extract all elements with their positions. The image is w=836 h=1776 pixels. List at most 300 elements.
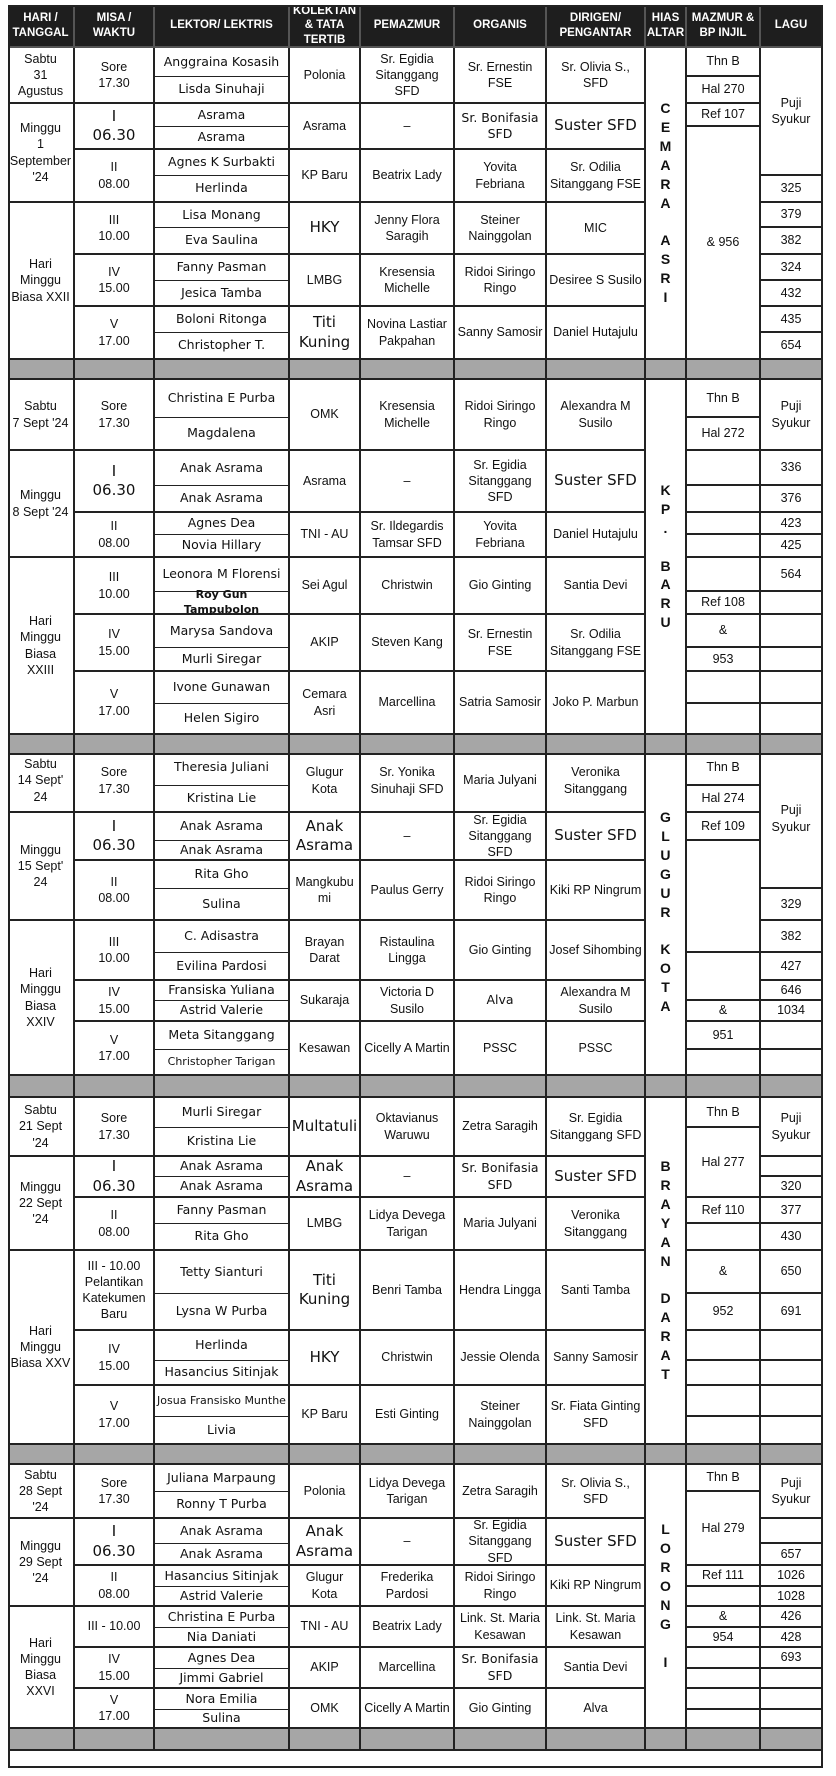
kolektan-cell: HKY <box>290 1331 361 1386</box>
separator-row <box>290 1729 361 1751</box>
mazmur-cell <box>687 1331 761 1361</box>
lektor-name: Agnes K Surbakti <box>155 150 290 176</box>
pemazmur-cell: Cicelly A Martin <box>361 1689 455 1729</box>
mazmur-cell: 953 <box>687 648 761 672</box>
pemazmur-cell: Benri Tamba <box>361 1251 455 1331</box>
separator-row <box>75 1076 155 1098</box>
pemazmur-cell: Kresensia Michelle <box>361 380 455 451</box>
separator-row <box>687 1076 761 1098</box>
day-cell: Minggu 8 Sept '24 <box>8 451 75 558</box>
organis-cell: Gio Ginting <box>455 558 547 615</box>
lektor-name: Astrid Valerie <box>155 1587 290 1607</box>
pemazmur-cell: Sr. Ildegardis Tamsar SFD <box>361 513 455 558</box>
lektor-name: Lisa Monang <box>155 203 290 228</box>
lektor-name: Fanny Pasman <box>155 255 290 281</box>
pemazmur-cell: Sr. Yonika Sinuhaji SFD <box>361 750 455 813</box>
lektor-name: Rita Gho <box>155 1224 290 1251</box>
lagu-cell: 693 <box>761 1648 823 1669</box>
lagu-cell <box>761 1361 823 1386</box>
dirigen-cell: Joko P. Marbun <box>547 672 646 735</box>
separator-row <box>761 1729 823 1751</box>
mazmur-cell: Hal 272 <box>687 418 761 451</box>
mass-time: V 17.00 <box>75 672 155 735</box>
separator-row <box>761 360 823 380</box>
mass-time: I 06.30 <box>75 1519 155 1566</box>
mazmur-cell <box>687 558 761 592</box>
organis-cell: Sanny Samosir <box>455 307 547 360</box>
mazmur-cell <box>687 1648 761 1669</box>
mazmur-cell <box>687 1050 761 1076</box>
organis-cell: Ridoi Siringo Ringo <box>455 1566 547 1607</box>
hias-altar-cell: K P . B A R U <box>646 380 687 735</box>
mazmur-cell: Ref 111 <box>687 1566 761 1587</box>
lagu-cell: Puji Syukur <box>761 380 823 451</box>
lektor-name: Agnes Dea <box>155 1648 290 1669</box>
dirigen-cell: Sr. Olivia S., SFD <box>547 1465 646 1519</box>
header-dirigen: DIRIGEN/ PENGANTAR <box>547 5 646 48</box>
header-kolektan: KOLEKTAN & TATA TERTIB <box>290 5 361 48</box>
lektor-name: Fransiska Yuliana <box>155 981 290 1001</box>
organis-cell: Steiner Nainggolan <box>455 203 547 255</box>
hias-altar-cell: C E M A R A A S R I <box>646 48 687 360</box>
day-cell: Sabtu 31 Agustus <box>8 48 75 104</box>
kolektan-cell: OMK <box>290 1689 361 1729</box>
lagu-cell: Puji Syukur <box>761 1098 823 1157</box>
mazmur-cell: Hal 279 <box>687 1492 761 1566</box>
lektor-name: Novia Hillary <box>155 535 290 558</box>
mazmur-cell <box>687 704 761 735</box>
day-cell: Minggu 29 Sept '24 <box>8 1519 75 1607</box>
lektor-name: Christopher Tarigan <box>155 1050 290 1076</box>
mass-time: IV 15.00 <box>75 615 155 672</box>
kolektan-cell: OMK <box>290 380 361 451</box>
organis-cell: Alva <box>455 981 547 1022</box>
mazmur-cell <box>687 1361 761 1386</box>
lektor-name: Sulina <box>155 889 290 921</box>
lagu-cell: 423 <box>761 513 823 535</box>
lektor-name: Murli Siregar <box>155 648 290 672</box>
mass-time: V 17.00 <box>75 307 155 360</box>
lagu-cell <box>761 592 823 615</box>
separator-row <box>547 1076 646 1098</box>
separator-row <box>687 360 761 380</box>
mass-time: Sore 17.30 <box>75 1465 155 1519</box>
mazmur-cell: Ref 108 <box>687 592 761 615</box>
pemazmur-cell: Lidya Devega Tarigan <box>361 1198 455 1251</box>
kolektan-cell: TNI - AU <box>290 513 361 558</box>
separator-row <box>155 1445 290 1465</box>
mass-time: II 08.00 <box>75 1198 155 1251</box>
dirigen-cell: Daniel Hutajulu <box>547 513 646 558</box>
hias-altar-cell: G L U G U R K O T A <box>646 750 687 1076</box>
lagu-cell <box>761 1022 823 1050</box>
kolektan-cell: Cemara Asri <box>290 672 361 735</box>
lektor-name: Magdalena <box>155 418 290 451</box>
lagu-cell: 430 <box>761 1224 823 1251</box>
mazmur-cell: 951 <box>687 1022 761 1050</box>
kolektan-cell: LMBG <box>290 1198 361 1251</box>
dirigen-cell: Alva <box>547 1689 646 1729</box>
organis-cell: Gio Ginting <box>455 1689 547 1729</box>
organis-cell: Sr. Bonifasia SFD <box>455 1648 547 1689</box>
mass-time: III - 10.00 <box>75 1607 155 1648</box>
lektor-name: Herlinda <box>155 176 290 203</box>
organis-cell: Hendra Lingga <box>455 1251 547 1331</box>
organis-cell: Satria Samosir <box>455 672 547 735</box>
separator-row <box>547 360 646 380</box>
mazmur-cell: Hal 274 <box>687 786 761 813</box>
lektor-name: Lysna W Purba <box>155 1294 290 1331</box>
day-cell: Hari Minggu Biasa XXVI <box>8 1607 75 1729</box>
separator-row <box>455 1445 547 1465</box>
day-cell: Sabtu 28 Sept '24 <box>8 1465 75 1519</box>
separator-row <box>646 1445 687 1465</box>
mass-time: IV 15.00 <box>75 1331 155 1386</box>
lagu-cell <box>761 672 823 704</box>
pemazmur-cell: Victoria D Susilo <box>361 981 455 1022</box>
separator-row <box>361 1445 455 1465</box>
mazmur-cell: & 956 <box>687 127 761 360</box>
lagu-cell: 426 <box>761 1607 823 1628</box>
mazmur-cell <box>687 672 761 704</box>
lektor-name: Hasancius Sitinjak <box>155 1566 290 1587</box>
lektor-name: Nora Emilia <box>155 1689 290 1710</box>
lektor-name: Roy Gun Tampubolon <box>155 592 290 615</box>
lagu-cell: 657 <box>761 1544 823 1566</box>
mass-time: III 10.00 <box>75 558 155 615</box>
separator-row <box>761 1445 823 1465</box>
kolektan-cell: Glugur Kota <box>290 1566 361 1607</box>
day-cell: Hari Minggu Biasa XXIII <box>8 558 75 735</box>
mass-time: I 06.30 <box>75 104 155 150</box>
pemazmur-cell: Novina Lastiar Pakpahan <box>361 307 455 360</box>
lektor-name: Anak Asrama <box>155 841 290 861</box>
lagu-cell: 1034 <box>761 1001 823 1022</box>
day-cell: Hari Minggu Biasa XXII <box>8 203 75 360</box>
mazmur-cell: Ref 109 <box>687 813 761 841</box>
organis-cell: Maria Julyani <box>455 750 547 813</box>
header-pemazmur: PEMAZMUR <box>361 5 455 48</box>
separator-row <box>361 1729 455 1751</box>
separator-row <box>290 360 361 380</box>
organis-cell: Ridoi Siringo Ringo <box>455 255 547 307</box>
mazmur-cell <box>687 953 761 1001</box>
lektor-name: Jimmi Gabriel <box>155 1669 290 1689</box>
mass-time: II 08.00 <box>75 861 155 921</box>
separator-row <box>547 1729 646 1751</box>
organis-cell: Sr. Egidia Sitanggang SFD <box>455 1519 547 1566</box>
mazmur-cell <box>687 535 761 558</box>
separator-row <box>155 360 290 380</box>
organis-cell: Sr. Ernestin FSE <box>455 48 547 104</box>
pemazmur-cell: Ristaulina Lingga <box>361 921 455 981</box>
lektor-name: Christopher T. <box>155 333 290 360</box>
pemazmur-cell: Esti Ginting <box>361 1386 455 1445</box>
lagu-cell: 425 <box>761 535 823 558</box>
pemazmur-cell: Frederika Pardosi <box>361 1566 455 1607</box>
kolektan-cell: Mangkubu mi <box>290 861 361 921</box>
kolektan-cell: AKIP <box>290 1648 361 1689</box>
dirigen-cell: Santi Tamba <box>547 1251 646 1331</box>
lektor-name: Fanny Pasman <box>155 1198 290 1224</box>
lektor-name: Anak Asrama <box>155 1157 290 1177</box>
dirigen-cell: Veronika Sitanggang <box>547 1198 646 1251</box>
dirigen-cell: Santia Devi <box>547 558 646 615</box>
lektor-name: Meta Sitanggang <box>155 1022 290 1050</box>
lagu-cell: 382 <box>761 228 823 255</box>
mass-time: Sore 17.30 <box>75 1098 155 1157</box>
mass-time: Sore 17.30 <box>75 750 155 813</box>
separator-row <box>155 1076 290 1098</box>
separator-row <box>646 360 687 380</box>
lektor-name: Anak Asrama <box>155 486 290 513</box>
day-cell: Minggu 1 September '24 <box>8 104 75 203</box>
pemazmur-cell: – <box>361 1157 455 1198</box>
organis-cell: Sr. Egidia Sitanggang SFD <box>455 451 547 513</box>
lektor-name: Boloni Ritonga <box>155 307 290 333</box>
dirigen-cell: Josef Sihombing <box>547 921 646 981</box>
hias-altar-cell: L O R O N G I <box>646 1465 687 1729</box>
lektor-name: Anak Asrama <box>155 451 290 486</box>
organis-cell: Steiner Nainggolan <box>455 1386 547 1445</box>
lagu-cell <box>761 1050 823 1076</box>
dirigen-cell: Daniel Hutajulu <box>547 307 646 360</box>
separator-row <box>687 1729 761 1751</box>
dirigen-cell: Alexandra M Susilo <box>547 380 646 451</box>
separator-row <box>361 1076 455 1098</box>
mazmur-cell <box>687 1669 761 1689</box>
separator-row <box>646 1076 687 1098</box>
lektor-name: Hasancius Sitinjak <box>155 1361 290 1386</box>
header-hari: HARI / TANGGAL <box>8 5 75 48</box>
organis-cell: Yovita Febriana <box>455 150 547 203</box>
lagu-cell <box>761 615 823 648</box>
separator-row <box>155 1729 290 1751</box>
mass-time: II 08.00 <box>75 1566 155 1607</box>
mazmur-cell: & <box>687 615 761 648</box>
dirigen-cell: Sr. Fiata Ginting SFD <box>547 1386 646 1445</box>
pemazmur-cell: – <box>361 813 455 861</box>
day-cell: Minggu 15 Sept' 24 <box>8 813 75 921</box>
mazmur-cell: Hal 270 <box>687 77 761 104</box>
lagu-cell <box>761 704 823 735</box>
dirigen-cell: PSSC <box>547 1022 646 1076</box>
lektor-name: Theresia Juliani <box>155 750 290 786</box>
lektor-name: Kristina Lie <box>155 1128 290 1157</box>
organis-cell: Maria Julyani <box>455 1198 547 1251</box>
lektor-name: Anak Asrama <box>155 1544 290 1566</box>
organis-cell: Zetra Saragih <box>455 1098 547 1157</box>
lagu-cell: Puji Syukur <box>761 750 823 889</box>
pemazmur-cell: Jenny Flora Saragih <box>361 203 455 255</box>
dirigen-cell: Suster SFD <box>547 451 646 513</box>
dirigen-cell: Suster SFD <box>547 813 646 861</box>
mazmur-cell: & <box>687 1001 761 1022</box>
pemazmur-cell: Christwin <box>361 1331 455 1386</box>
lektor-name: Astrid Valerie <box>155 1001 290 1022</box>
mass-time: III - 10.00 Pelantikan Katekumen Baru <box>75 1251 155 1331</box>
lagu-cell: 336 <box>761 451 823 486</box>
dirigen-cell: Sr. Odilia Sitanggang FSE <box>547 615 646 672</box>
dirigen-cell: Sr. Egidia Sitanggang SFD <box>547 1098 646 1157</box>
lagu-cell: 427 <box>761 953 823 981</box>
header-lektor: LEKTOR/ LEKTRIS <box>155 5 290 48</box>
kolektan-cell: Sukaraja <box>290 981 361 1022</box>
lagu-cell: Puji Syukur <box>761 48 823 176</box>
lektor-name: Christina E Purba <box>155 380 290 418</box>
pemazmur-cell: Marcellina <box>361 1648 455 1689</box>
lektor-name: Juliana Marpaung <box>155 1465 290 1492</box>
kolektan-cell: Anak Asrama <box>290 1519 361 1566</box>
mazmur-cell: 954 <box>687 1628 761 1648</box>
mass-time: V 17.00 <box>75 1022 155 1076</box>
kolektan-cell: Glugur Kota <box>290 750 361 813</box>
lagu-cell <box>761 1710 823 1729</box>
mass-time: IV 15.00 <box>75 255 155 307</box>
lektor-name: Leonora M Florensi <box>155 558 290 592</box>
kolektan-cell: KP Baru <box>290 1386 361 1445</box>
lektor-name: Anak Asrama <box>155 1519 290 1544</box>
lagu-cell: 379 <box>761 203 823 228</box>
lagu-cell: 1026 <box>761 1566 823 1587</box>
separator-row <box>455 1729 547 1751</box>
separator-row <box>687 1445 761 1465</box>
lagu-cell: 377 <box>761 1198 823 1224</box>
mazmur-cell <box>687 1224 761 1251</box>
lagu-cell <box>761 1331 823 1361</box>
kolektan-cell: LMBG <box>290 255 361 307</box>
lektor-name: Asrama <box>155 127 290 150</box>
mazmur-cell <box>687 1386 761 1417</box>
lagu-cell <box>761 1386 823 1417</box>
lagu-cell: 432 <box>761 281 823 307</box>
kolektan-cell: Titi Kuning <box>290 1251 361 1331</box>
lektor-name: Marysa Sandova <box>155 615 290 648</box>
mazmur-cell <box>687 1689 761 1710</box>
separator-row <box>75 1445 155 1465</box>
kolektan-cell: AKIP <box>290 615 361 672</box>
kolektan-cell: Asrama <box>290 451 361 513</box>
day-cell: Minggu 22 Sept '24 <box>8 1157 75 1251</box>
day-cell: Sabtu 7 Sept '24 <box>8 380 75 451</box>
lektor-name: Helen Sigiro <box>155 704 290 735</box>
dirigen-cell: MIC <box>547 203 646 255</box>
mazmur-cell: 952 <box>687 1294 761 1331</box>
lektor-name: Anggraina Kosasih <box>155 48 290 77</box>
mazmur-cell: Thn B <box>687 380 761 418</box>
lagu-cell: 382 <box>761 921 823 953</box>
mazmur-cell <box>687 1710 761 1729</box>
lagu-cell: 428 <box>761 1628 823 1648</box>
mass-time: IV 15.00 <box>75 1648 155 1689</box>
lagu-cell: 376 <box>761 486 823 513</box>
pemazmur-cell: – <box>361 1519 455 1566</box>
kolektan-cell: Multatuli <box>290 1098 361 1157</box>
dirigen-cell: Alexandra M Susilo <box>547 981 646 1022</box>
lagu-cell <box>761 1689 823 1710</box>
mass-time: II 08.00 <box>75 150 155 203</box>
mass-time: IV 15.00 <box>75 981 155 1022</box>
dirigen-cell: Suster SFD <box>547 1157 646 1198</box>
organis-cell: Zetra Saragih <box>455 1465 547 1519</box>
mazmur-cell <box>687 1587 761 1607</box>
kolektan-cell: Anak Asrama <box>290 1157 361 1198</box>
mazmur-cell <box>687 841 761 953</box>
day-cell: Hari Minggu Biasa XXIV <box>8 921 75 1076</box>
mass-time: Sore 17.30 <box>75 380 155 451</box>
lektor-name: Ivone Gunawan <box>155 672 290 704</box>
lagu-cell: 646 <box>761 981 823 1001</box>
mass-time: V 17.00 <box>75 1386 155 1445</box>
mass-time: I 06.30 <box>75 1157 155 1198</box>
pemazmur-cell: Oktavianus Waruwu <box>361 1098 455 1157</box>
lagu-cell: 329 <box>761 889 823 921</box>
lagu-cell: 564 <box>761 558 823 592</box>
header-hias: HIAS ALTAR <box>646 5 687 48</box>
day-cell: Hari Minggu Biasa XXV <box>8 1251 75 1445</box>
lagu-cell: 435 <box>761 307 823 333</box>
organis-cell: Sr. Bonifasia SFD <box>455 1157 547 1198</box>
separator-row <box>547 1445 646 1465</box>
separator-row <box>75 360 155 380</box>
dirigen-cell: Suster SFD <box>547 1519 646 1566</box>
separator-row <box>8 360 75 380</box>
mass-time: III 10.00 <box>75 921 155 981</box>
lektor-name: Josua Fransisko Munthe <box>155 1386 290 1417</box>
dirigen-cell: Kiki RP Ningrum <box>547 1566 646 1607</box>
mazmur-cell: & <box>687 1607 761 1628</box>
pemazmur-cell: Marcellina <box>361 672 455 735</box>
lektor-name: Nia Daniati <box>155 1628 290 1648</box>
lagu-cell <box>761 1157 823 1177</box>
separator-row <box>290 1445 361 1465</box>
separator-row <box>361 360 455 380</box>
lektor-name: Anak Asrama <box>155 813 290 841</box>
mass-time: III 10.00 <box>75 203 155 255</box>
header-mazmur: MAZMUR & BP INJIL <box>687 5 761 48</box>
day-cell: Sabtu 21 Sept '24 <box>8 1098 75 1157</box>
lagu-cell <box>761 1669 823 1689</box>
lektor-name: C. Adisastra <box>155 921 290 953</box>
lagu-cell <box>761 1519 823 1544</box>
lektor-name: Anak Asrama <box>155 1177 290 1198</box>
mazmur-cell: Thn B <box>687 48 761 77</box>
kolektan-cell: Brayan Darat <box>290 921 361 981</box>
dirigen-cell: Santia Devi <box>547 1648 646 1689</box>
lektor-name: Kristina Lie <box>155 786 290 813</box>
mazmur-cell: Hal 277 <box>687 1128 761 1198</box>
lektor-name: Agnes Dea <box>155 513 290 535</box>
kolektan-cell: Sei Agul <box>290 558 361 615</box>
organis-cell: Jessie Olenda <box>455 1331 547 1386</box>
separator-row <box>8 1076 75 1098</box>
separator-row <box>8 1729 75 1751</box>
organis-cell: Yovita Febriana <box>455 513 547 558</box>
lagu-cell <box>761 1417 823 1445</box>
separator-row <box>761 1076 823 1098</box>
organis-cell: Ridoi Siringo Ringo <box>455 861 547 921</box>
pemazmur-cell: Christwin <box>361 558 455 615</box>
separator-row <box>455 360 547 380</box>
mass-time: Sore 17.30 <box>75 48 155 104</box>
mass-time: I 06.30 <box>75 451 155 513</box>
mazmur-cell: Ref 107 <box>687 104 761 127</box>
dirigen-cell: Desiree S Susilo <box>547 255 646 307</box>
mass-time: II 08.00 <box>75 513 155 558</box>
kolektan-cell: Titi Kuning <box>290 307 361 360</box>
dirigen-cell: Suster SFD <box>547 104 646 150</box>
lektor-name: Christina E Purba <box>155 1607 290 1628</box>
